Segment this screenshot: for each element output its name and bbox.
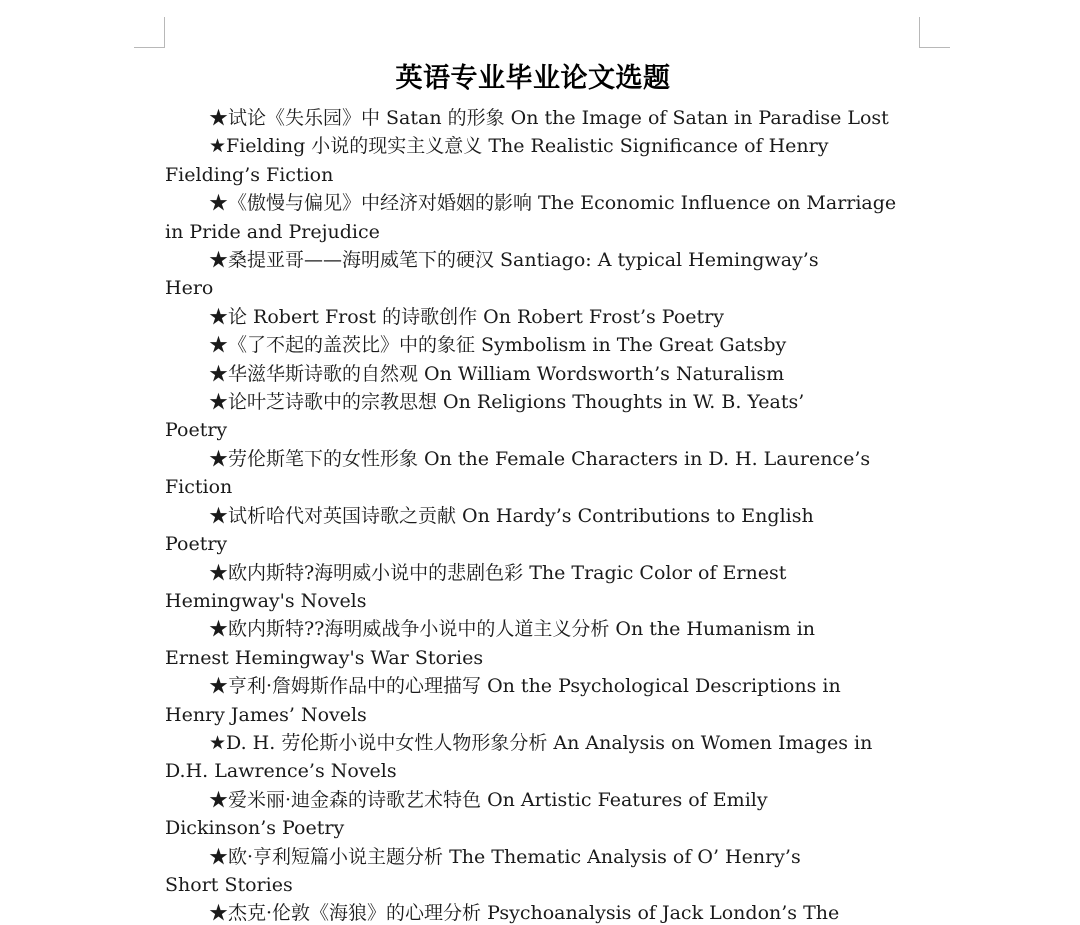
list-item: ★亨利·詹姆斯作品中的心理描写 On the Psychological Descriptions in Henry James’ Novels	[165, 675, 841, 726]
list-item: ★试析哈代对英国诗歌之贡献 On Hardy’s Contributions to English Poetry	[165, 504, 814, 556]
list-item: ★杰克·伦敦《海狼》的心理分析 Psychoanalysis of Jack London’s The	[209, 902, 840, 925]
crop-mark-top-right	[919, 17, 950, 48]
list-item: ★劳伦斯笔下的女性形象 On the Female Characters in D. H. Laurence’s Fiction	[165, 447, 871, 499]
list-item: ★论叶芝诗歌中的宗教思想 On Religions Thoughts in W. B. Yeats’ Poetry	[165, 391, 805, 442]
list-item: ★《了不起的盖茨比》中的象征 Symbolism in The Great Gatsby	[209, 334, 787, 357]
list-item: ★华滋华斯诗歌的自然观 On William Wordsworth’s Naturalism	[209, 362, 785, 385]
list-item: ★欧·亨利短篇小说主题分析 The Thematic Analysis of O’ Henry’s Short Stories	[165, 845, 801, 896]
list-item: ★《傲慢与偏见》中经济对婚姻的影响 The Economic Influence on Marriage in Pride and Prejudice	[165, 192, 897, 243]
list-item: ★试论《失乐园》中 Satan 的形象 On the Image of Satan in Paradise Lost	[209, 107, 889, 129]
document-body	[165, 104, 922, 925]
list-item: ★欧内斯特??海明威战争小说中的人道主义分析 On the Humanism in Ernest Hemingway's War Stories	[165, 618, 816, 669]
list-item: ★桑提亚哥——海明威笔下的硬汉 Santiago: A typical Hemingway’s Hero	[165, 249, 819, 300]
list-item: ★D. H. 劳伦斯小说中女性人物形象分析 An Analysis on Women Images in D.H. Lawrence’s Novels	[165, 731, 873, 783]
list-item: ★论 Robert Frost 的诗歌创作 On Robert Frost’s Poetry	[209, 305, 724, 328]
list-item: ★爱米丽·迪金森的诗歌艺术特色 On Artistic Features of Emily Dickinson’s Poetry	[165, 788, 768, 840]
crop-mark-top-left	[134, 17, 165, 48]
document-title: 英语专业毕业论文选题	[395, 63, 671, 94]
list-item: ★Fielding 小说的现实主义意义 The Realistic Significance of Henry Fielding’s Fiction	[165, 135, 829, 186]
list-item: ★欧内斯特?海明威小说中的悲剧色彩 The Tragic Color of Ernest Hemingway's Novels	[165, 561, 787, 612]
